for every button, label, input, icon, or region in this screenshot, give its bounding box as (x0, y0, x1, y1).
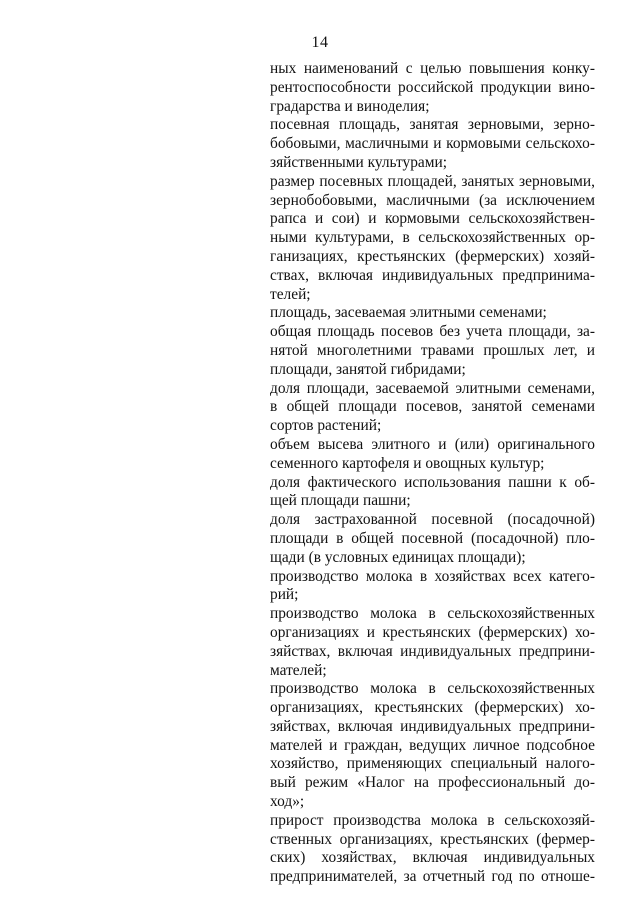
text-line: зяйственными культурами; (270, 153, 447, 171)
text-line: объем высева элитного и (или) оригинального (270, 435, 595, 453)
text-line: производство молока в сельскохозяйственных (270, 605, 595, 623)
text-line: в общей площади посевов, занятой семенами (270, 398, 595, 416)
text-line: ными культурами, в сельскохозяйственных ор- (270, 229, 595, 247)
text-line: ганизациях, крестьянских (фермерских) хозяй- (270, 247, 595, 265)
text-line: рентоспособности российской продукции вино- (270, 78, 595, 96)
text-line: зернобобовыми, масличными (за исключением (270, 191, 595, 209)
text-line: доля фактического использования пашни к об- (270, 473, 595, 491)
text-line: вый режим «Налог на профессиональный до- (270, 774, 595, 792)
text-line: хозяйство, применяющих специальный налого- (270, 755, 595, 773)
text-line: ных наименований с целью повышения конку- (270, 60, 595, 77)
text-line: бобовыми, масличными и кормовыми сельскохо- (270, 135, 595, 153)
text-line: мателей и граждан, ведущих личное подсобное (270, 736, 595, 754)
text-line: общая площадь посевов без учета площади, за- (270, 323, 595, 341)
text-line: семенного картофеля и овощных культур; (270, 454, 545, 472)
text-line: доля площади, засеваемой элитными семенами, (270, 379, 595, 397)
text-line: градарства и виноделия; (270, 97, 430, 115)
text-line: площадь, засеваемая элитными семенами; (270, 304, 547, 322)
text-line: зяйствах, включая индивидуальных предприни- (270, 642, 595, 660)
text-line: рапса и сои) и кормовыми сельскохозяйствен- (270, 210, 595, 228)
text-line: посевная площадь, занятая зерновыми, зерно- (270, 116, 595, 134)
text-line: нятой многолетними травами прошлых лет, и (270, 341, 595, 359)
text-line: прирост производства молока в сельскохозяй- (270, 811, 595, 829)
text-line: ских) хозяйствах, включая индивидуальных (270, 849, 595, 867)
text-line: предпринимателей, за отчетный год по отноше- (270, 868, 595, 886)
page-number: 14 (311, 34, 329, 51)
text-line: ход»; (270, 793, 305, 811)
text-line: щей площади пашни; (270, 492, 411, 510)
text-line: зяйствах, включая индивидуальных предприни- (270, 717, 595, 735)
text-line: площади в общей посевной (посадочной) пло- (270, 529, 595, 547)
text-line: производство молока в хозяйствах всех катего- (270, 567, 595, 585)
text-line: площади, занятой гибридами; (270, 360, 466, 378)
text-line: рий; (270, 586, 299, 604)
text-line: организациях и крестьянских (фермерских) хо- (270, 623, 595, 641)
text-line: ствах, включая индивидуальных предпринима- (270, 266, 595, 284)
text-line: телей; (270, 285, 311, 303)
text-line: организациях, крестьянских (фермерских) хо- (270, 699, 595, 717)
text-line: ственных организациях, крестьянских (фермер- (270, 830, 595, 848)
text-line: мателей; (270, 661, 327, 679)
text-line: размер посевных площадей, занятых зерновыми, (270, 172, 595, 190)
document-text-column (270, 60, 595, 887)
text-line: щади (в условных единицах площади); (270, 548, 526, 566)
text-line: доля застрахованной посевной (посадочной) (270, 511, 595, 529)
text-line: сортов растений; (270, 417, 382, 435)
text-line: производство молока в сельскохозяйственных (270, 680, 595, 698)
